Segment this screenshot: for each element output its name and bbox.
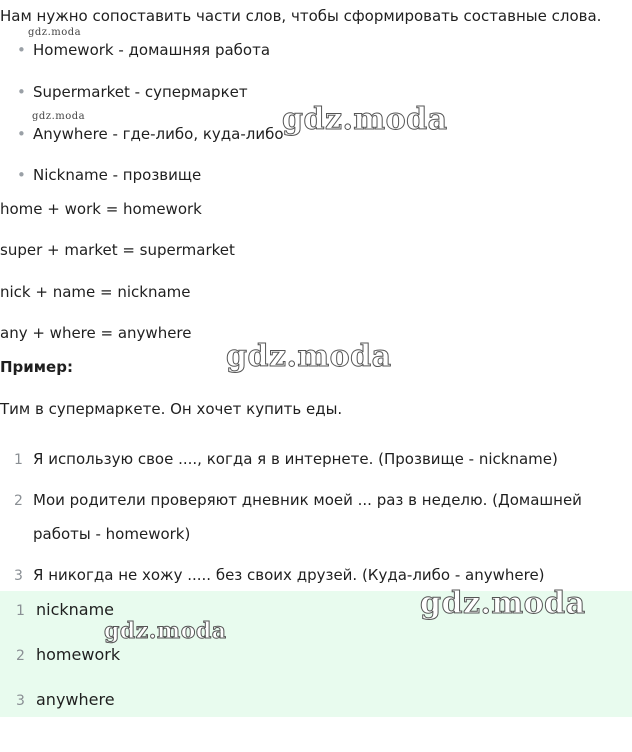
intro-text: Нам нужно сопоставить части слов, чтобы сформировать составные слова.: [0, 7, 602, 25]
watermark: gdz.moda: [226, 339, 392, 374]
bullet-icon: •: [17, 125, 26, 143]
example-label: Пример:: [0, 358, 73, 376]
watermark: gdz.moda: [32, 111, 86, 122]
list-item: • Anywhere - где-либо, куда-либо: [17, 125, 284, 143]
bullet-icon: •: [17, 83, 26, 101]
equation: super + market = supermarket: [0, 241, 235, 259]
exercise-item: 2 Мои родители проверяют дневник моей ... раз в неделю. (Домашней: [14, 491, 582, 509]
bullet-icon: •: [17, 166, 26, 184]
equation: home + work = homework: [0, 200, 202, 218]
list-item: • Supermarket - супермаркет: [17, 83, 248, 101]
exercise-item: 3 Я никогда не хожу ..... без своих друзей. (Куда-либо - anywhere): [14, 566, 545, 584]
watermark: gdz.moda: [282, 102, 448, 137]
watermark: gdz.moda: [104, 618, 227, 644]
answer-item: 1 nickname: [16, 600, 115, 619]
answer-item: 2 homework: [16, 645, 121, 664]
watermark: gdz.moda: [28, 27, 82, 38]
answer-item: 3 anywhere: [16, 690, 115, 709]
exercise-item-continuation: работы - homework): [33, 525, 191, 543]
exercise-item: 1 Я использую свое ...., когда я в интернете. (Прозвище - nickname): [14, 450, 558, 468]
list-item: • Homework - домашняя работа: [17, 41, 271, 59]
watermark: gdz.moda: [420, 586, 586, 621]
bullet-icon: •: [17, 41, 26, 59]
equation: any + where = anywhere: [0, 324, 192, 342]
list-item: • Nickname - прозвище: [17, 166, 202, 184]
equation: nick + name = nickname: [0, 283, 191, 301]
example-text: Тим в супермаркете. Он хочет купить еды.: [0, 400, 343, 418]
